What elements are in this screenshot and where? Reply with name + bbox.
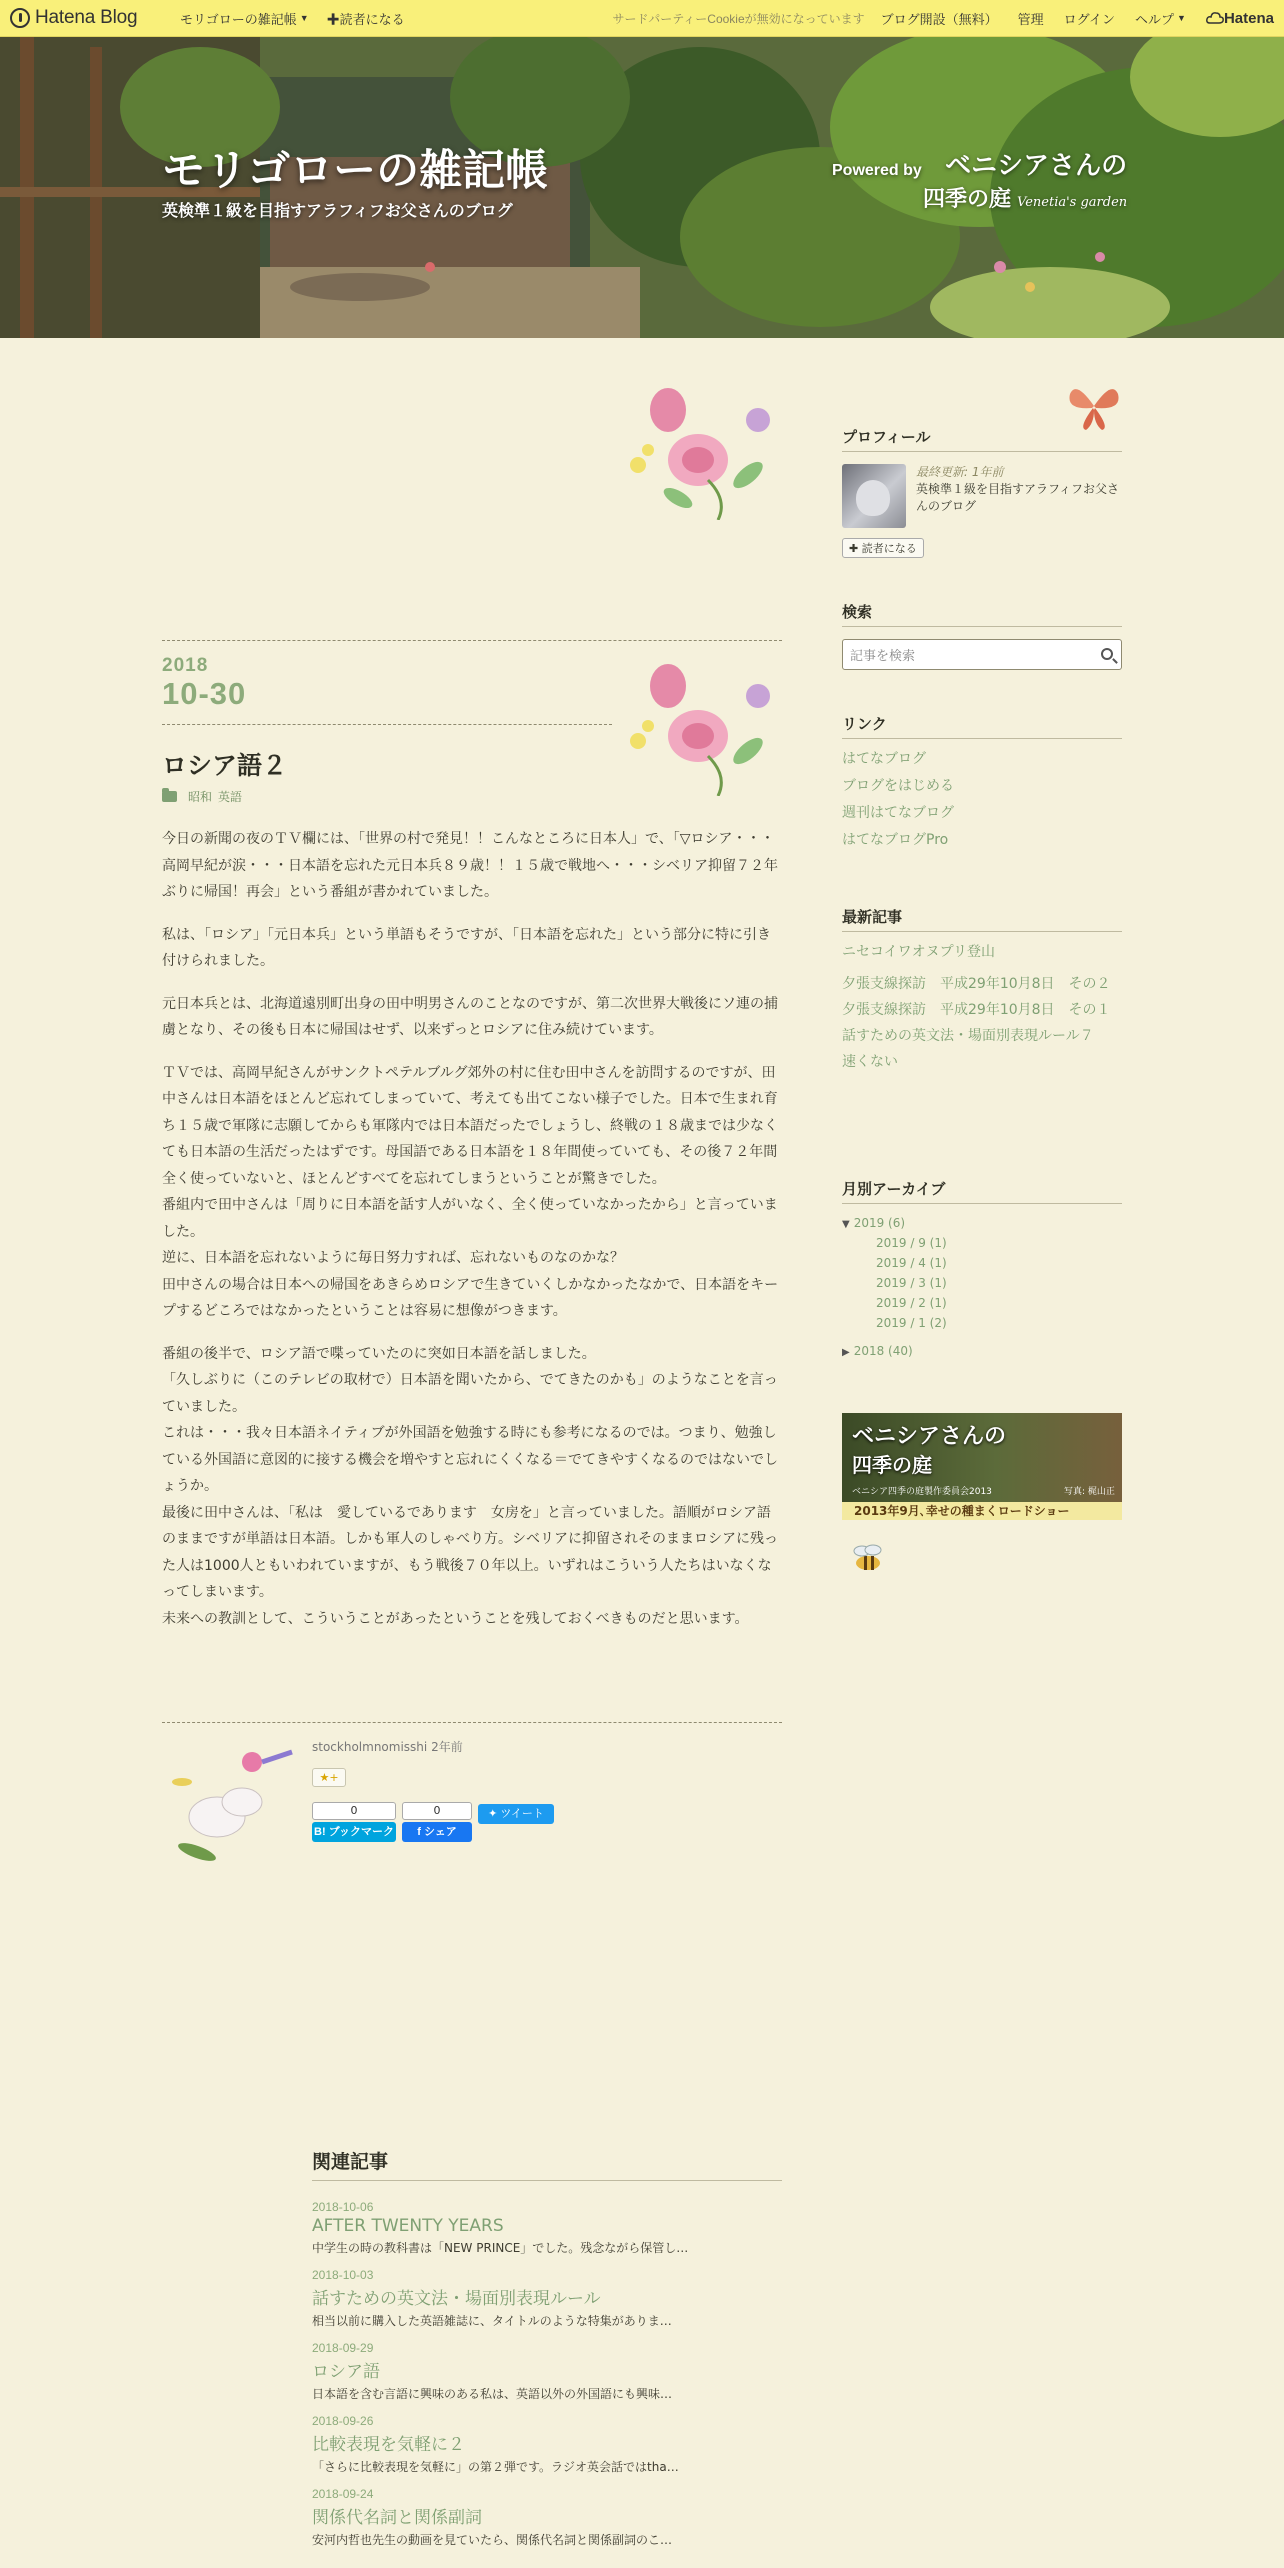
- related-date: 2018-09-29: [312, 2341, 374, 2355]
- hatebu-share[interactable]: [312, 1802, 396, 1842]
- facebook-share-button[interactable]: f シェア: [402, 1822, 472, 1842]
- bee-illustration: [846, 1543, 888, 1575]
- help-menu[interactable]: [1135, 9, 1186, 28]
- subscribe-button[interactable]: ✚ 読者になる: [842, 538, 924, 558]
- related-item[interactable]: [312, 2487, 782, 2548]
- archive-module: [842, 1178, 1122, 1364]
- cookie-notice[interactable]: サードパーティーCookieが無効になっています: [612, 11, 865, 26]
- related-date: 2018-09-24: [312, 2487, 374, 2501]
- lily-illustration: [162, 1742, 302, 1867]
- caret-down-icon: ▼: [299, 13, 309, 23]
- links-heading: リンク: [842, 713, 1122, 739]
- folder-icon: [162, 791, 177, 802]
- entry-footer: [162, 1720, 782, 1870]
- login-link[interactable]: ログイン: [1063, 11, 1116, 27]
- facebook-count: 0: [402, 1802, 472, 1820]
- entry-month-day: 10-30: [162, 676, 247, 711]
- admin-link[interactable]: 管理: [1017, 11, 1044, 27]
- related-heading: 関連記事: [312, 2147, 782, 2181]
- recent-entry-link[interactable]: 話すための英文法・場面別表現ルール７: [842, 1028, 1094, 1044]
- banner-credit: 写真: 梶山正: [1064, 1487, 1115, 1497]
- help-label: ヘルプ: [1135, 11, 1175, 27]
- archive-year-2018[interactable]: [842, 1344, 1122, 1358]
- date-divider: [162, 724, 612, 725]
- banner-title-line2: 四季の庭: [852, 1453, 932, 1477]
- category-link[interactable]: 昭和: [188, 790, 213, 804]
- related-title[interactable]: 比較表現を気軽に２: [312, 2435, 465, 2455]
- blog-menu[interactable]: [180, 9, 309, 28]
- profile-heading: プロフィール: [842, 426, 1122, 452]
- search-heading: 検索: [842, 601, 1122, 627]
- facebook-share[interactable]: [402, 1802, 472, 1842]
- entry-paragraph: 今日の新聞の夜のＴＶ欄には、「世界の村で発見！！こんなところに日本人」で、「▽ロシア・・・高岡早紀が涙・・・日本語を忘れた元日本兵８９歳！！１５歳で戦地へ・・・シベリア抑留７２年ぶりに帰国！再会」という番組が書かれていました。: [162, 831, 778, 900]
- recent-entries-module: [842, 906, 1122, 1085]
- archive-month-link[interactable]: 2019 / 1 (2): [876, 1316, 947, 1330]
- butterfly-illustration: [1066, 380, 1122, 432]
- avatar[interactable]: [842, 464, 906, 528]
- author-name[interactable]: stockholmnomisshi: [312, 1740, 428, 1754]
- powered-by-brand[interactable]: [923, 145, 1127, 213]
- profile-module: [842, 426, 1122, 558]
- caret-down-icon: ▼: [1177, 13, 1186, 23]
- related-snippet: 中学生の時の教科書は「NEW PRINCE」でした。残念ながら保管し…: [312, 2241, 689, 2255]
- category-link[interactable]: 英語: [218, 790, 243, 804]
- archive-month-link[interactable]: 2019 / 3 (1): [876, 1276, 947, 1290]
- related-date: 2018-10-06: [312, 2200, 374, 2214]
- related-item[interactable]: [312, 2414, 782, 2475]
- links-module: [842, 713, 1122, 859]
- related-title[interactable]: ロシア語: [312, 2362, 380, 2382]
- recent-entry-link[interactable]: 夕張支線探訪 平成29年10月8日 その１: [842, 1002, 1111, 1018]
- search-icon[interactable]: [1101, 648, 1113, 660]
- blog-description: 英検準１級を目指すアラフィフお父さんのブログ: [162, 201, 513, 220]
- recent-entry-link[interactable]: ニセコイワオヌプリ登山: [842, 944, 996, 960]
- add-star-button[interactable]: ★+: [312, 1768, 346, 1787]
- tweet-button[interactable]: [478, 1804, 554, 1824]
- entry-time-ago[interactable]: 2年前: [431, 1740, 463, 1754]
- divider: [162, 640, 782, 641]
- banner-title-line1: ベニシアさんの: [852, 1424, 1007, 1449]
- open-blog-link[interactable]: ブログ開設（無料）: [880, 11, 998, 27]
- triangle-down-icon[interactable]: ▼: [842, 1219, 850, 1230]
- entry-categories: [162, 788, 242, 805]
- sidebar-link[interactable]: 週刊はてなブログ: [842, 805, 954, 821]
- archive-year-label: 2018 (40): [853, 1344, 913, 1358]
- related-snippet: 日本語を含む言語に興味のある私は、英語以外の外国語にも興味…: [312, 2387, 673, 2401]
- twitter-bird-icon: ✦: [488, 1808, 501, 1820]
- related-entries: [312, 2147, 782, 2560]
- triangle-right-icon[interactable]: ▶: [842, 1347, 850, 1358]
- related-item[interactable]: [312, 2341, 782, 2402]
- flower-illustration: [618, 380, 786, 520]
- profile-updated: 最終更新: 1年前: [916, 465, 1004, 479]
- subscribe-label: ✚読者になる: [326, 11, 405, 27]
- related-date: 2018-09-26: [312, 2414, 374, 2428]
- entry-paragraph: ＴＶでは、高岡早紀さんがサンクトペテルブルグ郊外の村に住む田中さんを訪問するのですが、田中さんは日本語をほとんど忘れてしまっていて、考えても出てこない様子でした。日本で生まれ育ち１５歳で軍隊に志願してからも軍隊内では日本語だったでしょうし、終戦の１８歳までは少なくても日本語の生活だったはずです。母国語である日本語を１８年間使っていても、その後７２年間全く使っていないと、ほとんどすべてを忘れてしまうということが驚きでした。 番組内で田中さんは「周りに日本語を話す人がいなく、全く使っていなかったから」と言っていました。 逆に、日本語を忘れないように毎日努力すれば、忘れないものなのかな？ 田中さんの場合は日本への帰国をあきらめロシアで生きていくしかなかったなかで、日本語をキープするどころではなかったということは容易に想像がつきます。: [162, 1064, 779, 1319]
- related-item[interactable]: [312, 2268, 782, 2329]
- entry-paragraph: 私は、「ロシア」「元日本兵」という単語もそうですが、「日本語を忘れた」という部分に特に引き付けられました。: [162, 926, 771, 969]
- entry-paragraph: 元日本兵とは、北海道遠別町出身の田中明男さんのことなのですが、第二次世界大戦後にソ連の捕虜となり、その後も日本に帰国はせず、以来ずっとロシアに住み続けています。: [162, 995, 778, 1038]
- profile-description: 英検準１級を目指すアラフィフお父さんのブログ: [916, 482, 1120, 513]
- related-title[interactable]: 関係代名詞と関係副詞: [312, 2508, 482, 2528]
- archive-heading: 月別アーカイブ: [842, 1178, 1122, 1204]
- entry-date[interactable]: [162, 655, 246, 711]
- entry-paragraph: 番組の後半で、ロシア語で喋っていたのに突如日本語を話しました。 「久しぶりに（このテレビの取材で）日本語を聞いたから、でてきたのかも」のようなことを言っていました。 これは・・・我々日本語ネイティブが外国語を勉強する時にも参考になるのでは。つまり、勉強している外国語に意図的に接する機会を増やすと忘れにくくなる＝でてきやすくなるのではないでしょうか。 最後に田中さんは、「私は 愛しているであります 女房を」と言っていました。語順がロシア語のままですが単語は日本語。しかも軍人のしゃべり方。シベリアに抑留されそのままロシアに残った人は1000人ともいわれていますが、もう戦後７０年以上。いずれはこういう人たちはいなくなってしまいます。 未来への教訓として、こういうことがあったということを残しておくべきものだと思います。: [162, 1345, 778, 1627]
- hatebu-button[interactable]: B! ブックマーク: [312, 1822, 396, 1842]
- tweet-label: ツイート: [500, 1808, 544, 1820]
- movie-banner[interactable]: [842, 1413, 1122, 1520]
- hatena-wordmark: Hatena: [1223, 9, 1274, 27]
- related-title[interactable]: AFTER TWENTY YEARS: [312, 2216, 504, 2236]
- banner-strip: 2013年9月､幸せの種まくロードショー: [842, 1502, 1122, 1520]
- brand-line2: 四季の庭: [923, 187, 1012, 212]
- related-title[interactable]: 話すための英文法・場面別表現ルール: [312, 2289, 601, 2309]
- author-line: [312, 1738, 463, 1755]
- entry-title[interactable]: ロシア語２: [162, 751, 288, 780]
- subscribe-button[interactable]: [327, 9, 405, 28]
- archive-month-link[interactable]: 2019 / 4 (1): [876, 1256, 947, 1270]
- banner-caption: ベニシア四季の庭製作委員会2013: [852, 1487, 992, 1497]
- related-snippet: 安河内哲也先生の動画を見ていたら、関係代名詞と関係副詞のこ…: [312, 2533, 673, 2547]
- search-input[interactable]: [842, 639, 1122, 670]
- related-item[interactable]: [312, 2200, 782, 2256]
- archive-month-link[interactable]: 2019 / 9 (1): [876, 1236, 947, 1250]
- related-snippet: 「さらに比較表現を気軽に」の第２弾です。ラジオ英会話ではtha…: [312, 2460, 679, 2474]
- flower-illustration: [618, 656, 786, 796]
- brand-line1: ベニシアさんの: [945, 151, 1128, 181]
- related-date: 2018-10-03: [312, 2268, 374, 2282]
- recent-heading: 最新記事: [842, 906, 1122, 932]
- top-bar: [0, 0, 1284, 37]
- hatebu-count: 0: [312, 1802, 396, 1820]
- blog-title[interactable]: モリゴローの雑記帳: [162, 146, 549, 196]
- hatena-cloud-icon: [1206, 11, 1224, 25]
- powered-by-label: Powered by: [832, 162, 922, 179]
- topbar-right: [612, 9, 1284, 28]
- blog-header: [0, 37, 1284, 338]
- hatena-logo[interactable]: [1206, 10, 1274, 27]
- sidebar-link[interactable]: はてなブログ: [842, 751, 926, 767]
- archive-year-2019[interactable]: [842, 1216, 1122, 1230]
- entry-content: [162, 826, 780, 1648]
- archive-year-label: 2019 (6): [853, 1216, 906, 1230]
- hatena-blog-logo[interactable]: [10, 7, 162, 29]
- recent-entry-link[interactable]: 速くない: [842, 1054, 898, 1070]
- hatena-blog-icon: [10, 8, 30, 28]
- entry-year: 2018: [162, 655, 209, 676]
- sidebar-link[interactable]: ブログをはじめる: [842, 778, 954, 794]
- blog-menu-label: モリゴローの雑記帳: [180, 11, 297, 27]
- recent-entry-link[interactable]: 夕張支線探訪 平成29年10月8日 その２: [842, 976, 1111, 992]
- brand-script: Venetia's garden: [1017, 195, 1128, 210]
- search-module: [842, 601, 1122, 670]
- sidebar-link[interactable]: はてなブログPro: [842, 832, 949, 848]
- hatena-blog-wordmark: Hatena Blog: [35, 7, 138, 28]
- archive-month-link[interactable]: 2019 / 2 (1): [876, 1296, 947, 1310]
- related-snippet: 相当以前に購入した英語雑誌に、タイトルのような特集がありま…: [312, 2314, 672, 2328]
- search-placeholder: 記事を検索: [850, 649, 916, 664]
